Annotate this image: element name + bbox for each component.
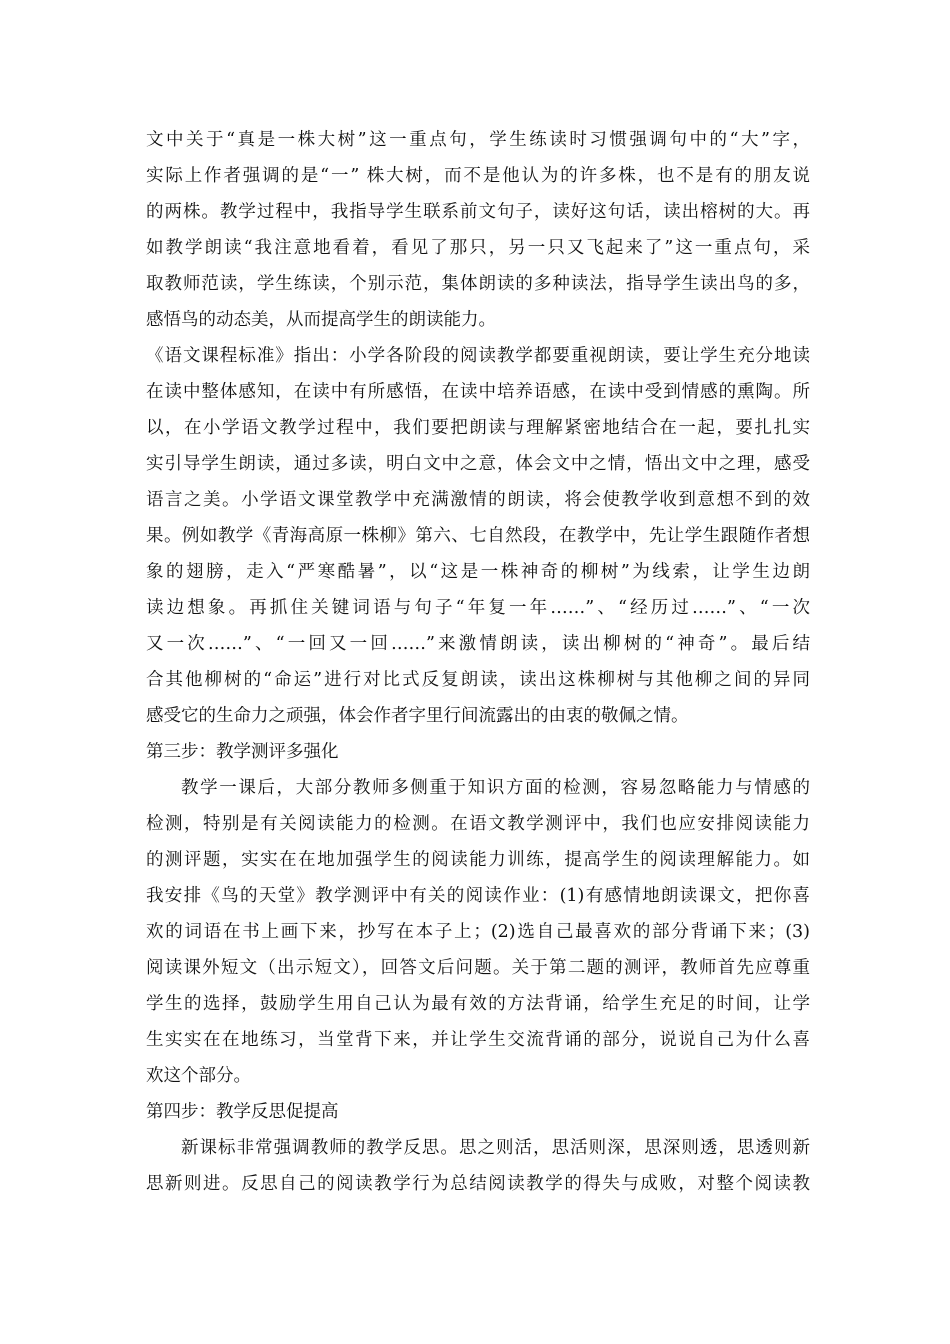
text-line: 在读中整体感知，在读中有所感悟，在读中培养语感，在读中受到情感的熏陶。所 (146, 382, 810, 402)
text-line: 的两株。教学过程中，我指导学生联系前文句子，读好这句话，读出榕树的大。再 (146, 202, 810, 222)
text-line: 检测，特别是有关阅读能力的检测。在语文教学测评中，我们也应安排阅读能力 (146, 814, 810, 834)
text-line: 思新则进。反思自己的阅读教学行为总结阅读教学的得失与成败，对整个阅读教 (146, 1174, 810, 1194)
text-line: 合其他柳树的“命运”进行对比式反复朗读，读出这株柳树与其他柳之间的异同 (146, 670, 810, 690)
text-line: 欢的词语在书上画下来，抄写在本子上；(2)选自己最喜欢的部分背诵下来；(3) (146, 922, 810, 942)
text-line: 实引导学生朗读，通过多读，明白文中之意，体会文中之情，悟出文中之理，感受 (146, 454, 810, 474)
text-line: 学生的选择，鼓励学生用自己认为最有效的方法背诵，给学生充足的时间，让学 (146, 994, 810, 1014)
text-line: 象的翅膀，走入“严寒酷暑”，以“这是一株神奇的柳树”为线索，让学生边朗 (146, 562, 810, 582)
text-line: 我安排《鸟的天堂》教学测评中有关的阅读作业：(1)有感情地朗读课文，把你喜 (146, 886, 810, 906)
text-line: 果。例如教学《青海高原一株柳》第六、七自然段，在教学中，先让学生跟随作者想 (146, 526, 810, 546)
text-line: 阅读课外短文（出示短文），回答文后问题。关于第二题的测评，教师首先应尊重 (146, 958, 810, 978)
text-line: 教学一课后，大部分教师多侧重于知识方面的检测，容易忽略能力与情感的 (181, 778, 810, 798)
text-line: 生实实在在地练习，当堂背下来，并让学生交流背诵的部分，说说自己为什么喜 (146, 1030, 810, 1050)
text-line: 的测评题，实实在在地加强学生的阅读能力训练，提高学生的阅读理解能力。如 (146, 850, 810, 870)
text-line: 感悟鸟的动态美，从而提高学生的朗读能力。 (146, 310, 496, 330)
text-line: 又一次……”、“一回又一回……”来激情朗读，读出柳树的“神奇”。最后结 (146, 634, 810, 654)
text-line: 读边想象。再抓住关键词语与句子“年复一年……”、“经历过……”、“一次 (146, 598, 810, 618)
text-line: 感受它的生命力之顽强，体会作者字里行间流露出的由衷的敬佩之情。 (146, 706, 689, 726)
text-line: 欢这个部分。 (146, 1066, 251, 1086)
text-line: 实际上作者强调的是“一” 株大树，而不是他认为的许多株，也不是有的朋友说 (146, 166, 810, 186)
text-line: 第四步：教学反思促提高 (146, 1102, 339, 1122)
text-line: 文中关于“真是一株大树”这一重点句，学生练读时习惯强调句中的“大”字， (146, 130, 810, 150)
document-body (146, 122, 810, 1202)
text-line: 《语文课程标准》指出：小学各阶段的阅读教学都要重视朗读，要让学生充分地读 (146, 346, 810, 366)
text-line: 取教师范读，学生练读，个别示范，集体朗读的多种读法，指导学生读出鸟的多， (146, 274, 810, 294)
text-line: 如教学朗读“我注意地看着，看见了那只，另一只又飞起来了”这一重点句，采 (146, 238, 810, 258)
text-line: 以，在小学语文教学过程中，我们要把朗读与理解紧密地结合在一起，要扎扎实 (146, 418, 810, 438)
text-line: 新课标非常强调教师的教学反思。思之则活，思活则深，思深则透，思透则新 (181, 1138, 810, 1158)
text-line: 语言之美。小学语文课堂教学中充满激情的朗读，将会使教学收到意想不到的效 (146, 490, 810, 510)
text-line: 第三步：教学测评多强化 (146, 742, 339, 762)
